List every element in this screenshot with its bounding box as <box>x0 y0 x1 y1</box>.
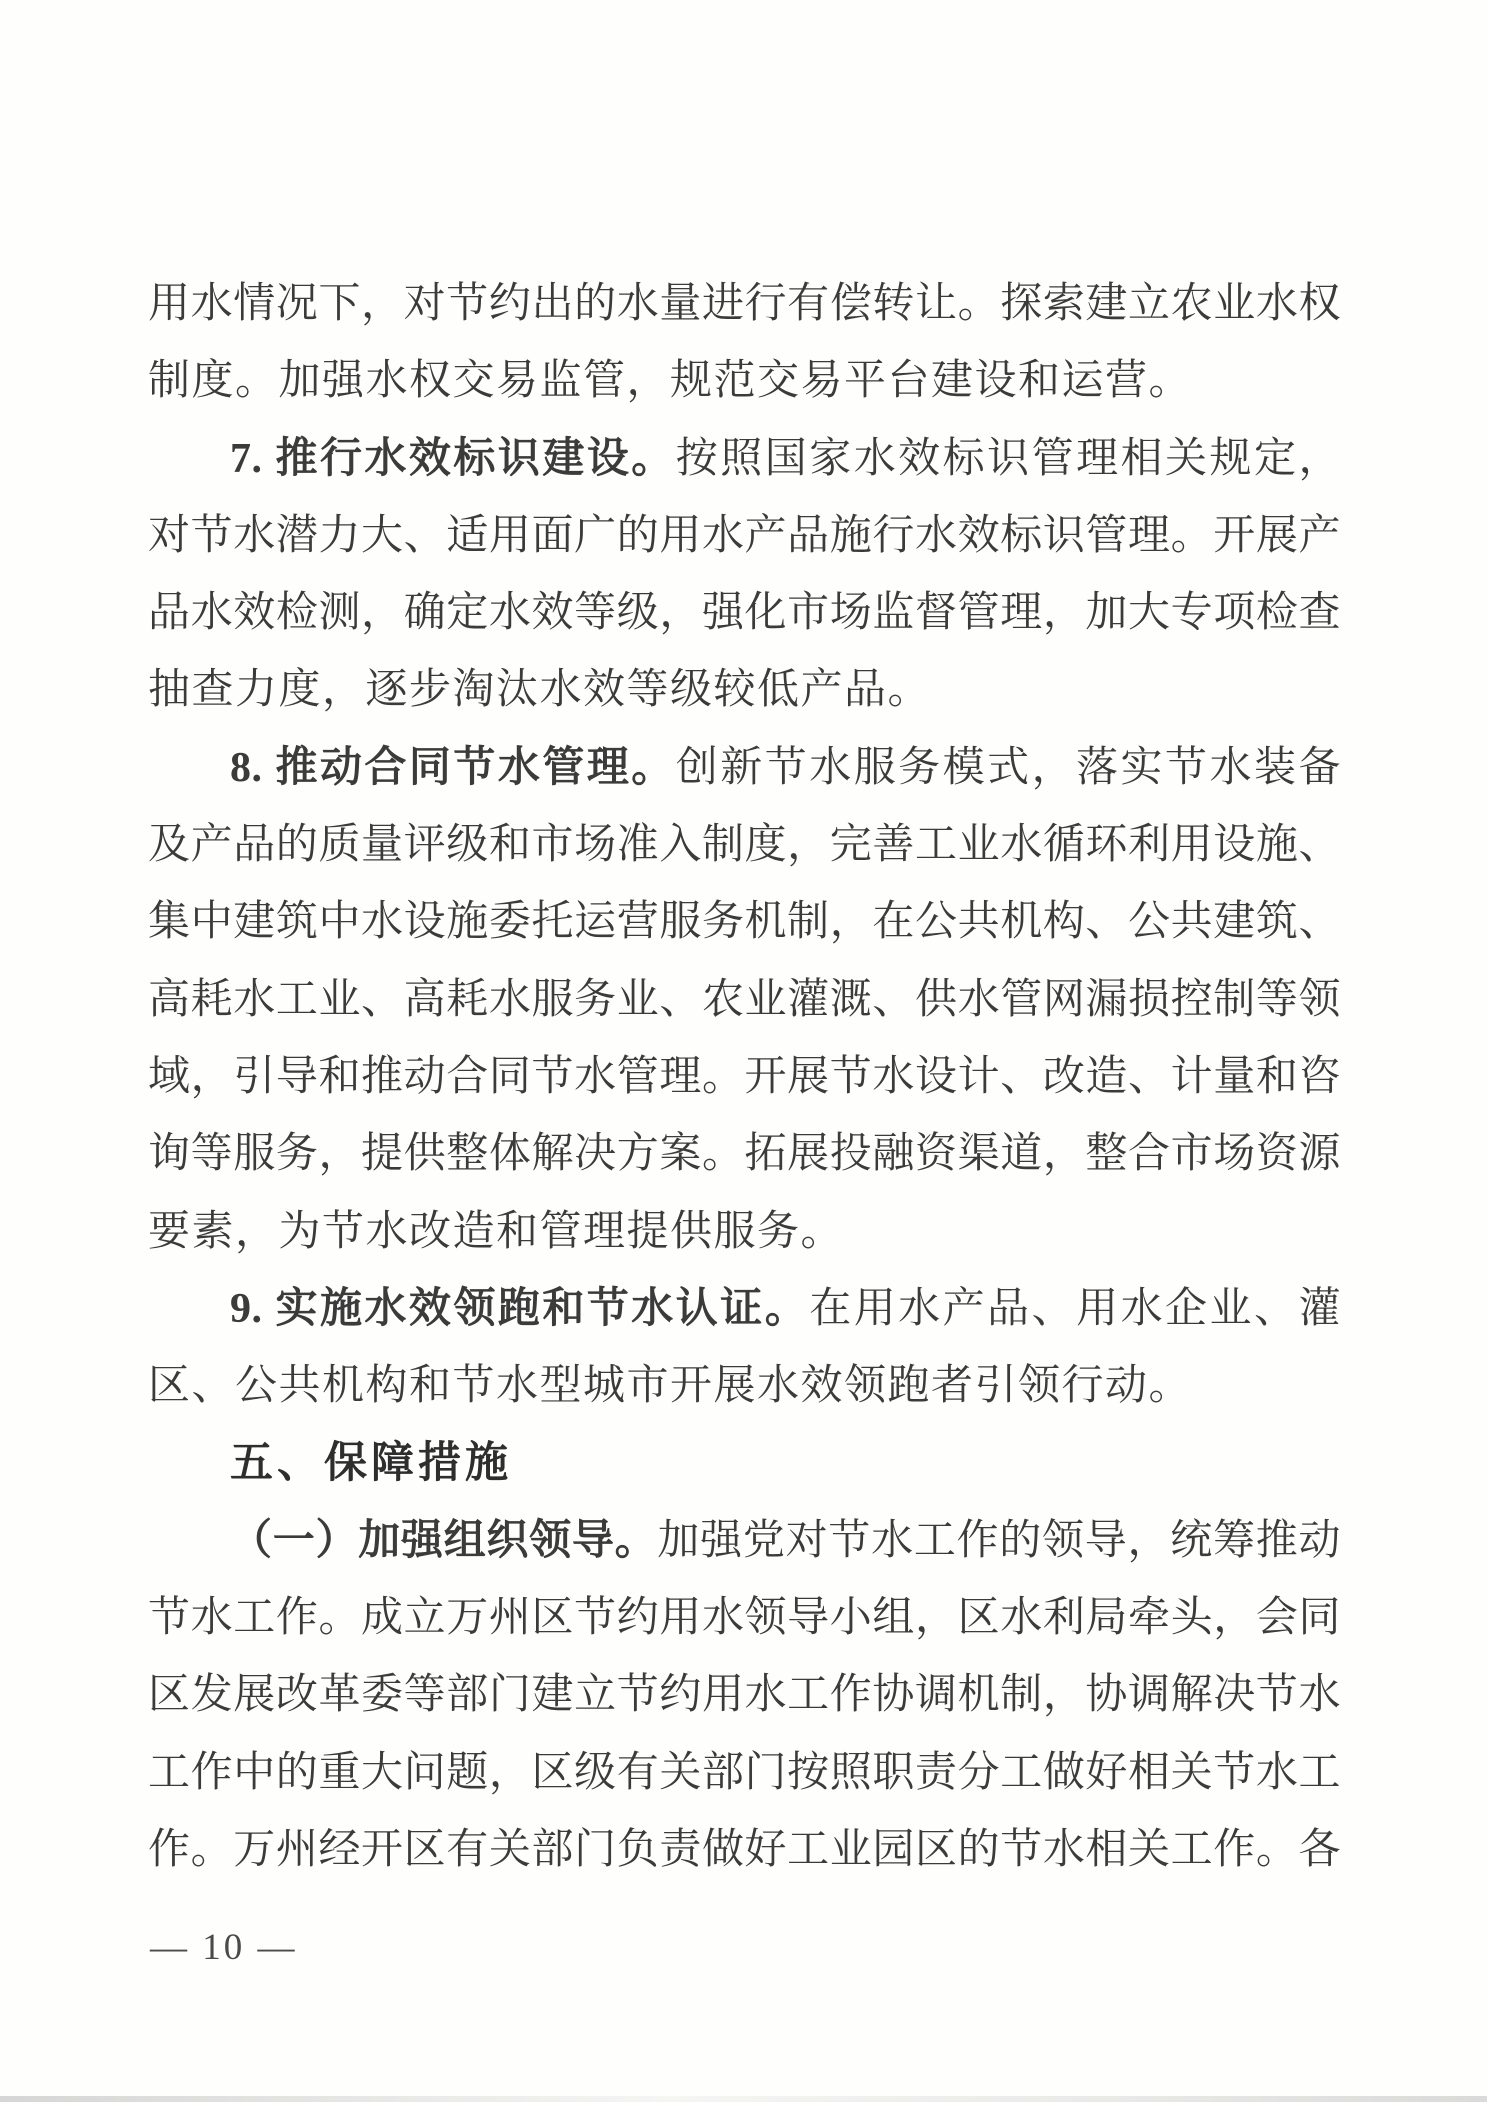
text-block <box>148 266 1341 1889</box>
body-text: 区发展改革委等部门建立节约用水工作协调机制，协调解决节水 <box>148 1672 1341 1719</box>
emphasis-text: 五、保障措施 <box>230 1439 512 1488</box>
text-line <box>148 730 1341 807</box>
text-line <box>148 1735 1341 1812</box>
text-line <box>148 807 1341 884</box>
emphasis-text: 8. 推动合同节水管理。 <box>230 744 676 791</box>
text-line <box>148 1580 1341 1657</box>
body-text: 询等服务，提供整体解决方案。拓展投融资渠道，整合市场资源 <box>148 1131 1341 1178</box>
body-text: 作。万州经开区有关部门负责做好工业园区的节水相关工作。各 <box>148 1826 1341 1873</box>
emphasis-text: 9. 实施水效领跑和节水认证。 <box>230 1285 810 1332</box>
text-line <box>148 498 1341 575</box>
text-line <box>148 1812 1341 1889</box>
body-text: 创新节水服务模式，落实节水装备 <box>675 744 1341 791</box>
text-line <box>148 1039 1341 1116</box>
body-text: 用水情况下，对节约出的水量进行有偿转让。探索建立农业水权 <box>148 281 1341 327</box>
text-line <box>148 1194 1341 1271</box>
text-line <box>148 266 1341 343</box>
body-text: 品水效检测，确定水效等级，强化市场监督管理，加大专项检查 <box>148 590 1341 637</box>
text-line <box>148 421 1341 498</box>
body-text: 集中建筑中水设施委托运营服务机制，在公共机构、公共建筑、 <box>148 899 1341 946</box>
body-text: 抽查力度，逐步淘汰水效等级较低产品。 <box>148 667 932 714</box>
body-text: 在用水产品、用水企业、灌 <box>809 1285 1341 1332</box>
body-text: 域，引导和推动合同节水管理。开展节水设计、改造、计量和咨 <box>148 1053 1341 1100</box>
section-heading <box>148 1425 1341 1502</box>
body-text: 对节水潜力大、适用面广的用水产品施行水效标识管理。开展产 <box>148 512 1341 559</box>
text-line <box>148 1657 1341 1734</box>
body-text: 节水工作。成立万州区节约用水领导小组，区水利局牵头，会同 <box>148 1595 1341 1642</box>
body-text: 加强党对节水工作的领导，统筹推动 <box>657 1517 1341 1564</box>
text-line <box>148 1116 1341 1193</box>
body-text: 区、公共机构和节水型城市开展水效领跑者引领行动。 <box>148 1363 1193 1410</box>
text-line <box>148 575 1341 652</box>
body-text: 工作中的重大问题，区级有关部门按照职责分工做好相关节水工 <box>148 1749 1341 1796</box>
body-text: 高耗水工业、高耗水服务业、农业灌溉、供水管网漏损控制等领 <box>148 976 1341 1023</box>
page-number: — 10 — <box>150 1927 298 1968</box>
scan-edge-artifact <box>0 2096 1487 2102</box>
body-text: 要素，为节水改造和管理提供服务。 <box>148 1208 845 1255</box>
text-line <box>148 884 1341 961</box>
emphasis-text: （一）加强组织领导。 <box>230 1517 658 1564</box>
text-line <box>148 343 1341 420</box>
text-line <box>148 652 1341 729</box>
body-text: 制度。加强水权交易监管，规范交易平台建设和运营。 <box>148 358 1193 405</box>
text-line <box>148 1348 1341 1425</box>
emphasis-text: 7. 推行水效标识建设。 <box>230 435 676 482</box>
text-line <box>148 1503 1341 1580</box>
body-text: 及产品的质量评级和市场准入制度，完善工业水循环利用设施、 <box>148 822 1341 869</box>
text-line <box>148 1271 1341 1348</box>
text-line <box>148 962 1341 1039</box>
body-text: 按照国家水效标识管理相关规定， <box>675 435 1341 482</box>
